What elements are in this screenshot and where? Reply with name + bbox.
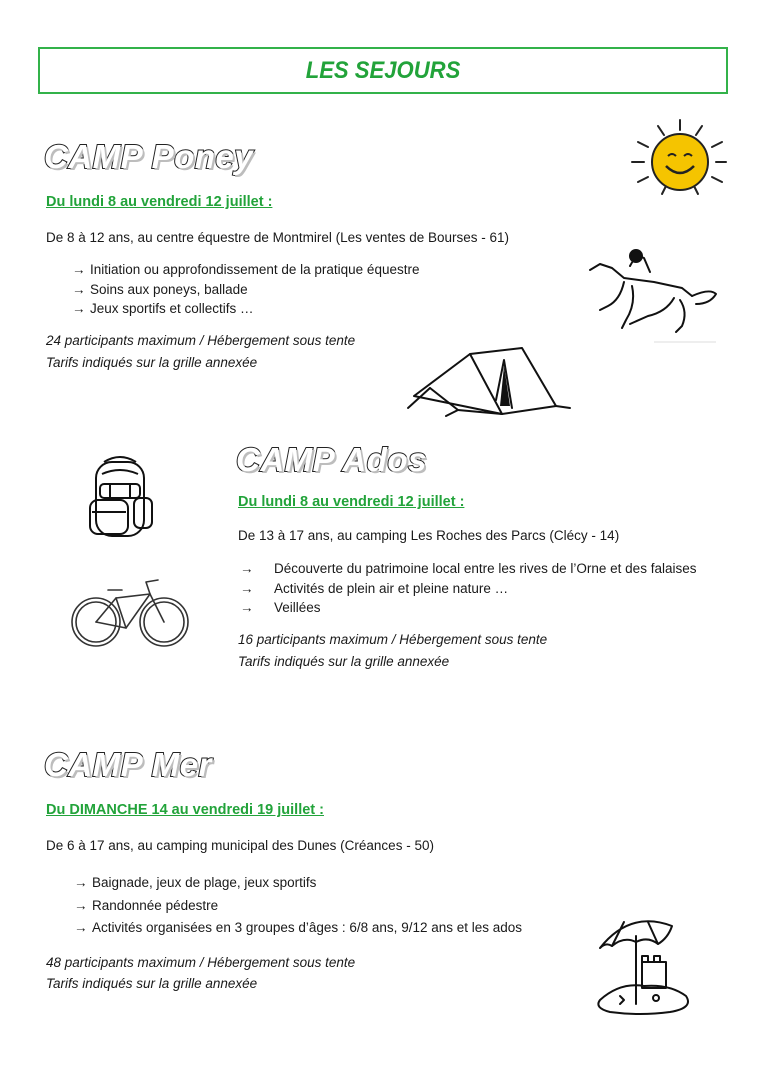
camp-mer-title: CAMP Mer bbox=[44, 746, 212, 783]
camp-poney-activity: → Jeux sportifs et collectifs … bbox=[72, 301, 254, 316]
camp-poney-dates: Du lundi 8 au vendredi 12 juillet : bbox=[46, 194, 273, 210]
camp-poney-pricing: Tarifs indiqués sur la grille annexée bbox=[46, 355, 258, 370]
camp-poney-activity: → Initiation ou approfondissement de la pratique équestre bbox=[72, 262, 420, 277]
tent-icon bbox=[400, 344, 576, 424]
bicycle-icon bbox=[70, 576, 190, 652]
camp-mer-description: De 6 à 17 ans, au camping municipal des Dunes (Créances - 50) bbox=[46, 838, 434, 853]
horse-rider-icon bbox=[584, 248, 720, 344]
arrow-icon: → bbox=[72, 282, 86, 297]
camp-ados-dates: Du lundi 8 au vendredi 12 juillet : bbox=[238, 494, 465, 510]
camp-mer-activity: → Activités organisées en 3 groupes d’âges : 6/8 ans, 9/12 ans et les ados bbox=[74, 920, 523, 935]
camp-ados-activity: → Découverte du patrimoine local entre les rives de l’Orne et des falaises bbox=[240, 561, 697, 576]
page-title-box bbox=[38, 47, 728, 94]
camp-poney-activity: → Soins aux poneys, ballade bbox=[72, 282, 248, 297]
camp-ados-pricing: Tarifs indiqués sur la grille annexée bbox=[238, 654, 450, 669]
arrow-icon: → bbox=[74, 920, 88, 935]
arrow-icon: → bbox=[74, 875, 88, 890]
camp-poney-title: CAMP Poney bbox=[44, 138, 254, 175]
camp-mer-capacity: 48 participants maximum / Hébergement sous tente bbox=[46, 955, 356, 970]
camp-ados-activity: → Veillées bbox=[240, 600, 321, 615]
camp-poney-capacity: 24 participants maximum / Hébergement sous tente bbox=[46, 333, 356, 348]
camp-mer-activity: → Baignade, jeux de plage, jeux sportifs bbox=[74, 875, 317, 890]
camp-ados-description: De 13 à 17 ans, au camping Les Roches des Parcs (Clécy - 14) bbox=[238, 528, 620, 543]
camp-ados-title: CAMP Ados bbox=[236, 441, 427, 478]
arrow-icon: → bbox=[72, 262, 86, 277]
arrow-icon: → bbox=[240, 561, 254, 576]
arrow-icon: → bbox=[74, 898, 88, 913]
camp-poney-description: De 8 à 12 ans, au centre équestre de Montmirel (Les ventes de Bourses - 61) bbox=[46, 230, 510, 245]
beach-umbrella-icon bbox=[590, 912, 702, 1020]
page-title: LES SEJOURS bbox=[305, 57, 461, 84]
arrow-icon: → bbox=[240, 600, 254, 615]
camp-ados-activity: → Activités de plein air et pleine nature … bbox=[240, 581, 509, 596]
camp-ados-capacity: 16 participants maximum / Hébergement sous tente bbox=[238, 632, 548, 647]
sun-icon bbox=[628, 118, 728, 198]
camp-mer-activity: → Randonnée pédestre bbox=[74, 898, 219, 913]
backpack-icon bbox=[82, 454, 158, 540]
arrow-icon: → bbox=[240, 581, 254, 596]
camp-mer-pricing: Tarifs indiqués sur la grille annexée bbox=[46, 976, 258, 991]
arrow-icon: → bbox=[72, 301, 86, 316]
camp-mer-dates: Du DIMANCHE 14 au vendredi 19 juillet : bbox=[46, 802, 324, 818]
